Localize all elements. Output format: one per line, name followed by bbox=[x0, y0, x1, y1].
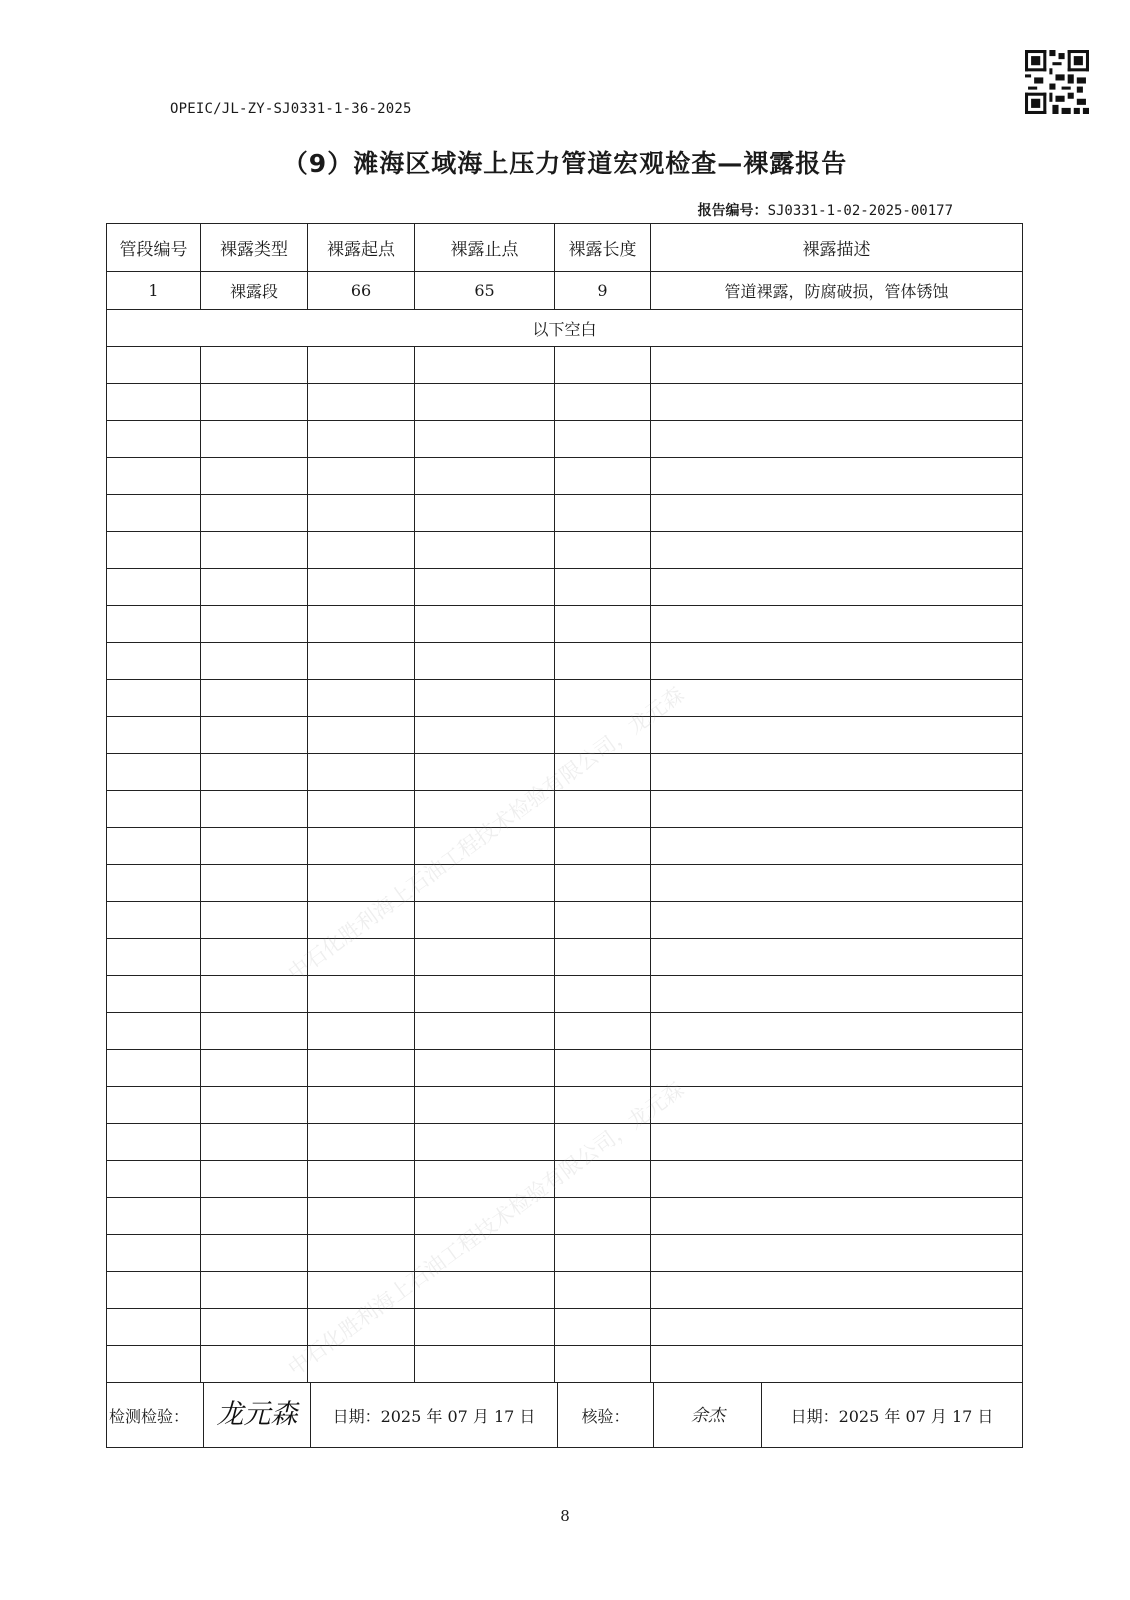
empty-row bbox=[107, 1050, 1023, 1087]
inspector-label: 检测检验： bbox=[107, 1383, 204, 1448]
empty-cell bbox=[415, 1309, 555, 1346]
empty-cell bbox=[107, 1346, 201, 1383]
empty-cell bbox=[555, 976, 651, 1013]
empty-cell bbox=[555, 1050, 651, 1087]
empty-cell bbox=[107, 939, 201, 976]
empty-cell bbox=[107, 1309, 201, 1346]
empty-cell bbox=[415, 1198, 555, 1235]
empty-cell bbox=[555, 1346, 651, 1383]
empty-cell bbox=[555, 1272, 651, 1309]
cell-length: 9 bbox=[555, 272, 651, 310]
empty-row bbox=[107, 606, 1023, 643]
empty-cell bbox=[308, 495, 415, 532]
empty-row bbox=[107, 1124, 1023, 1161]
empty-row bbox=[107, 1272, 1023, 1309]
empty-cell bbox=[308, 902, 415, 939]
empty-cell bbox=[651, 680, 1023, 717]
empty-row bbox=[107, 902, 1023, 939]
empty-cell bbox=[555, 569, 651, 606]
empty-cell bbox=[308, 1013, 415, 1050]
empty-cell bbox=[201, 902, 308, 939]
empty-cell bbox=[107, 1161, 201, 1198]
cell-desc: 管道裸露，防腐破损，管体锈蚀 bbox=[651, 272, 1023, 310]
column-header-type: 裸露类型 bbox=[201, 224, 308, 272]
empty-cell bbox=[555, 1087, 651, 1124]
empty-cell bbox=[555, 1235, 651, 1272]
empty-cell bbox=[308, 347, 415, 384]
empty-cell bbox=[308, 421, 415, 458]
empty-cell bbox=[201, 1346, 308, 1383]
empty-cell bbox=[201, 828, 308, 865]
empty-cell bbox=[415, 939, 555, 976]
empty-cell bbox=[555, 1013, 651, 1050]
report-number-label: 报告编号： bbox=[697, 203, 768, 219]
empty-cell bbox=[201, 1198, 308, 1235]
empty-cell bbox=[308, 939, 415, 976]
empty-cell bbox=[651, 1272, 1023, 1309]
empty-cell bbox=[201, 1087, 308, 1124]
empty-cell bbox=[308, 976, 415, 1013]
empty-cell bbox=[201, 754, 308, 791]
empty-cell bbox=[201, 458, 308, 495]
empty-cell bbox=[308, 1050, 415, 1087]
empty-cell bbox=[201, 1309, 308, 1346]
inspector-date: 日期：2025 年 07 月 17 日 bbox=[311, 1383, 558, 1448]
empty-cell bbox=[651, 828, 1023, 865]
empty-cell bbox=[415, 458, 555, 495]
empty-row bbox=[107, 643, 1023, 680]
empty-cell bbox=[651, 1087, 1023, 1124]
empty-cell bbox=[107, 495, 201, 532]
svg-text:龙元森: 龙元森 bbox=[216, 1399, 298, 1430]
empty-cell bbox=[308, 569, 415, 606]
exposure-table-wrapper bbox=[106, 223, 1022, 1448]
empty-row bbox=[107, 1013, 1023, 1050]
empty-cell bbox=[651, 791, 1023, 828]
report-title: （9）滩海区域海上压力管道宏观检查—裸露报告 bbox=[282, 149, 848, 178]
empty-cell bbox=[651, 939, 1023, 976]
empty-cell bbox=[201, 495, 308, 532]
column-header-start: 裸露起点 bbox=[308, 224, 415, 272]
empty-row bbox=[107, 495, 1023, 532]
empty-row bbox=[107, 1309, 1023, 1346]
empty-cell bbox=[415, 347, 555, 384]
qr-code-icon bbox=[1025, 50, 1089, 114]
empty-cell bbox=[555, 643, 651, 680]
empty-row bbox=[107, 1198, 1023, 1235]
empty-cell bbox=[107, 754, 201, 791]
empty-cell bbox=[107, 680, 201, 717]
empty-cell bbox=[651, 606, 1023, 643]
empty-cell bbox=[415, 569, 555, 606]
empty-cell bbox=[308, 1124, 415, 1161]
empty-row bbox=[107, 421, 1023, 458]
report-number-value: SJ0331-1-02-2025-00177 bbox=[767, 203, 953, 219]
signoff-table bbox=[106, 1382, 1023, 1448]
empty-cell bbox=[555, 828, 651, 865]
empty-cell bbox=[107, 569, 201, 606]
empty-cell bbox=[415, 643, 555, 680]
empty-cell bbox=[107, 828, 201, 865]
empty-cell bbox=[201, 643, 308, 680]
empty-cell bbox=[201, 717, 308, 754]
empty-cell bbox=[308, 791, 415, 828]
empty-cell bbox=[415, 976, 555, 1013]
empty-cell bbox=[308, 1087, 415, 1124]
empty-cell bbox=[555, 384, 651, 421]
empty-cell bbox=[555, 421, 651, 458]
empty-cell bbox=[107, 1050, 201, 1087]
empty-cell bbox=[555, 458, 651, 495]
empty-cell bbox=[201, 421, 308, 458]
page-number: 8 bbox=[560, 1507, 570, 1525]
empty-cell bbox=[415, 1235, 555, 1272]
empty-cell bbox=[415, 1124, 555, 1161]
empty-cell bbox=[651, 1309, 1023, 1346]
cell-seg-no: 1 bbox=[107, 272, 201, 310]
empty-cell bbox=[201, 791, 308, 828]
empty-row bbox=[107, 1346, 1023, 1383]
empty-cell bbox=[555, 1161, 651, 1198]
empty-cell bbox=[415, 1050, 555, 1087]
inspector-signature bbox=[204, 1383, 311, 1448]
inspector-signature-image bbox=[212, 1393, 302, 1433]
empty-cell bbox=[107, 458, 201, 495]
empty-cell bbox=[651, 1346, 1023, 1383]
empty-cell bbox=[107, 421, 201, 458]
empty-row bbox=[107, 1161, 1023, 1198]
empty-cell bbox=[415, 791, 555, 828]
empty-row bbox=[107, 828, 1023, 865]
empty-cell bbox=[651, 347, 1023, 384]
empty-cell bbox=[651, 902, 1023, 939]
empty-cell bbox=[651, 976, 1023, 1013]
empty-row bbox=[107, 458, 1023, 495]
empty-cell bbox=[201, 384, 308, 421]
empty-cell bbox=[651, 717, 1023, 754]
empty-cell bbox=[201, 347, 308, 384]
cell-type: 裸露段 bbox=[201, 272, 308, 310]
empty-cell bbox=[308, 828, 415, 865]
empty-cell bbox=[107, 1235, 201, 1272]
empty-cell bbox=[555, 495, 651, 532]
empty-cell bbox=[555, 754, 651, 791]
empty-cell bbox=[651, 532, 1023, 569]
cell-start: 66 bbox=[308, 272, 415, 310]
cell-end: 65 bbox=[415, 272, 555, 310]
empty-cell bbox=[201, 606, 308, 643]
empty-row bbox=[107, 791, 1023, 828]
empty-cell bbox=[651, 643, 1023, 680]
empty-cell bbox=[555, 347, 651, 384]
table-row bbox=[107, 272, 1023, 310]
empty-cell bbox=[201, 569, 308, 606]
empty-cell bbox=[308, 606, 415, 643]
empty-cell bbox=[201, 532, 308, 569]
empty-cell bbox=[415, 495, 555, 532]
empty-cell bbox=[107, 347, 201, 384]
empty-cell bbox=[415, 1087, 555, 1124]
empty-row bbox=[107, 347, 1023, 384]
empty-cell bbox=[107, 717, 201, 754]
empty-row bbox=[107, 1235, 1023, 1272]
empty-cell bbox=[107, 1013, 201, 1050]
column-header-length: 裸露长度 bbox=[555, 224, 651, 272]
empty-cell bbox=[308, 1198, 415, 1235]
empty-row bbox=[107, 939, 1023, 976]
empty-cell bbox=[555, 532, 651, 569]
empty-cell bbox=[651, 1198, 1023, 1235]
empty-cell bbox=[651, 458, 1023, 495]
empty-cell bbox=[201, 865, 308, 902]
reviewer-label: 核验： bbox=[558, 1383, 654, 1448]
empty-cell bbox=[555, 939, 651, 976]
blank-note-row bbox=[107, 310, 1023, 347]
empty-cell bbox=[107, 643, 201, 680]
empty-cell bbox=[555, 606, 651, 643]
empty-cell bbox=[651, 1235, 1023, 1272]
watermark: 中石化胜利海上石油工程技术检验有限公司，龙元森 bbox=[283, 1077, 689, 1381]
empty-cell bbox=[415, 1013, 555, 1050]
empty-row bbox=[107, 717, 1023, 754]
watermark: 中石化胜利海上石油工程技术检验有限公司，龙元森 bbox=[283, 682, 689, 986]
empty-cell bbox=[308, 754, 415, 791]
empty-row bbox=[107, 865, 1023, 902]
empty-cell bbox=[201, 680, 308, 717]
empty-cell bbox=[415, 384, 555, 421]
empty-cell bbox=[415, 606, 555, 643]
empty-cell bbox=[308, 680, 415, 717]
empty-cell bbox=[107, 791, 201, 828]
empty-cell bbox=[201, 1272, 308, 1309]
empty-cell bbox=[415, 1272, 555, 1309]
empty-cell bbox=[555, 1124, 651, 1161]
empty-cell bbox=[201, 939, 308, 976]
empty-row bbox=[107, 384, 1023, 421]
empty-cell bbox=[308, 532, 415, 569]
document-code: OPEIC/JL-ZY-SJ0331-1-36-2025 bbox=[170, 101, 412, 117]
empty-cell bbox=[651, 1124, 1023, 1161]
empty-cell bbox=[201, 1161, 308, 1198]
column-header-desc: 裸露描述 bbox=[651, 224, 1023, 272]
empty-cell bbox=[555, 1198, 651, 1235]
empty-cell bbox=[308, 865, 415, 902]
empty-cell bbox=[555, 902, 651, 939]
empty-cell bbox=[415, 717, 555, 754]
empty-cell bbox=[308, 717, 415, 754]
empty-cell bbox=[308, 458, 415, 495]
empty-cell bbox=[308, 384, 415, 421]
blank-note: 以下空白 bbox=[107, 310, 1023, 347]
empty-cell bbox=[201, 1050, 308, 1087]
column-header-seg-no: 管段编号 bbox=[107, 224, 201, 272]
empty-cell bbox=[415, 1346, 555, 1383]
empty-cell bbox=[201, 976, 308, 1013]
empty-cell bbox=[651, 569, 1023, 606]
empty-row bbox=[107, 569, 1023, 606]
empty-cell bbox=[415, 1161, 555, 1198]
svg-text:余杰: 余杰 bbox=[690, 1406, 725, 1426]
empty-cell bbox=[555, 791, 651, 828]
signoff-row bbox=[107, 1383, 1023, 1448]
empty-cell bbox=[415, 865, 555, 902]
empty-cell bbox=[651, 495, 1023, 532]
empty-cell bbox=[107, 1087, 201, 1124]
reviewer-signature bbox=[654, 1383, 762, 1448]
empty-cell bbox=[107, 865, 201, 902]
column-header-end: 裸露止点 bbox=[415, 224, 555, 272]
empty-cell bbox=[651, 1050, 1023, 1087]
empty-cell bbox=[107, 384, 201, 421]
reviewer-signature-image bbox=[678, 1393, 738, 1433]
exposure-table bbox=[106, 223, 1023, 1383]
empty-cell bbox=[415, 828, 555, 865]
empty-row bbox=[107, 1087, 1023, 1124]
empty-cell bbox=[555, 865, 651, 902]
empty-row bbox=[107, 680, 1023, 717]
reviewer-date: 日期：2025 年 07 月 17 日 bbox=[762, 1383, 1023, 1448]
report-number bbox=[698, 200, 953, 220]
empty-cell bbox=[415, 421, 555, 458]
empty-cell bbox=[651, 1013, 1023, 1050]
empty-cell bbox=[308, 1346, 415, 1383]
empty-cell bbox=[107, 1124, 201, 1161]
empty-cell bbox=[107, 1272, 201, 1309]
empty-cell bbox=[651, 384, 1023, 421]
empty-row bbox=[107, 754, 1023, 791]
empty-cell bbox=[651, 754, 1023, 791]
empty-cell bbox=[201, 1235, 308, 1272]
empty-cell bbox=[651, 1161, 1023, 1198]
empty-cell bbox=[651, 865, 1023, 902]
empty-cell bbox=[308, 643, 415, 680]
empty-cell bbox=[555, 717, 651, 754]
empty-cell bbox=[308, 1309, 415, 1346]
empty-cell bbox=[415, 902, 555, 939]
empty-cell bbox=[555, 1309, 651, 1346]
empty-cell bbox=[107, 606, 201, 643]
table-header-row bbox=[107, 224, 1023, 272]
empty-cell bbox=[107, 902, 201, 939]
empty-cell bbox=[415, 754, 555, 791]
empty-cell bbox=[201, 1124, 308, 1161]
empty-cell bbox=[555, 680, 651, 717]
empty-cell bbox=[415, 680, 555, 717]
empty-cell bbox=[107, 532, 201, 569]
empty-row bbox=[107, 976, 1023, 1013]
empty-cell bbox=[107, 976, 201, 1013]
empty-cell bbox=[201, 1013, 308, 1050]
empty-row bbox=[107, 532, 1023, 569]
empty-cell bbox=[415, 532, 555, 569]
empty-cell bbox=[308, 1235, 415, 1272]
empty-cell bbox=[308, 1272, 415, 1309]
empty-cell bbox=[107, 1198, 201, 1235]
empty-cell bbox=[308, 1161, 415, 1198]
empty-cell bbox=[651, 421, 1023, 458]
